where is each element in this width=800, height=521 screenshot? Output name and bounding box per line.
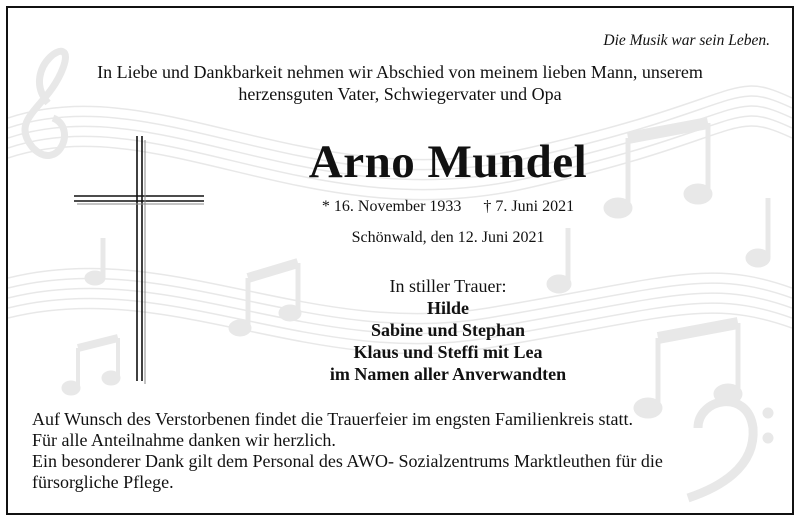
place-date: Schönwald, den 12. Juni 2021 (351, 229, 545, 246)
intro-line: In Liebe und Dankbarkeit nehmen wir Abschied von meinem lieben Mann, unserem (97, 62, 703, 82)
closing-line: Ein besonderer Dank gilt dem Personal des AWO- Sozialzentrums Marktleuthen für die (32, 451, 663, 471)
mourner-name: im Namen aller Anverwandten (329, 364, 567, 384)
death-date: † 7. Juni 2021 (483, 198, 575, 215)
mourner-name: Klaus und Steffi mit Lea (353, 342, 543, 362)
mourner-name: Sabine und Stephan (370, 320, 526, 340)
deceased-name: Arno Mundel (308, 136, 588, 188)
motto: Die Musik war sein Leben. (603, 32, 770, 49)
intro-line: herzensguten Vater, Schwiegervater und Opa (238, 84, 562, 104)
obituary-frame (6, 6, 794, 515)
mourners-block (148, 275, 748, 385)
intro-text (8, 61, 792, 105)
mourning-heading: In stiller Trauer: (389, 276, 507, 296)
life-dates (148, 198, 748, 216)
closing-line: fürsorgliche Pflege. (32, 472, 174, 492)
mourner-name: Hilde (426, 298, 469, 318)
birth-date: * 16. November 1933 (321, 198, 462, 215)
closing-line: Auf Wunsch des Verstorbenen findet die Trauerfeier im engsten Familienkreis statt. (32, 409, 633, 429)
closing-line: Für alle Anteilnahme danken wir herzlich. (32, 430, 336, 450)
closing-text (32, 409, 772, 493)
